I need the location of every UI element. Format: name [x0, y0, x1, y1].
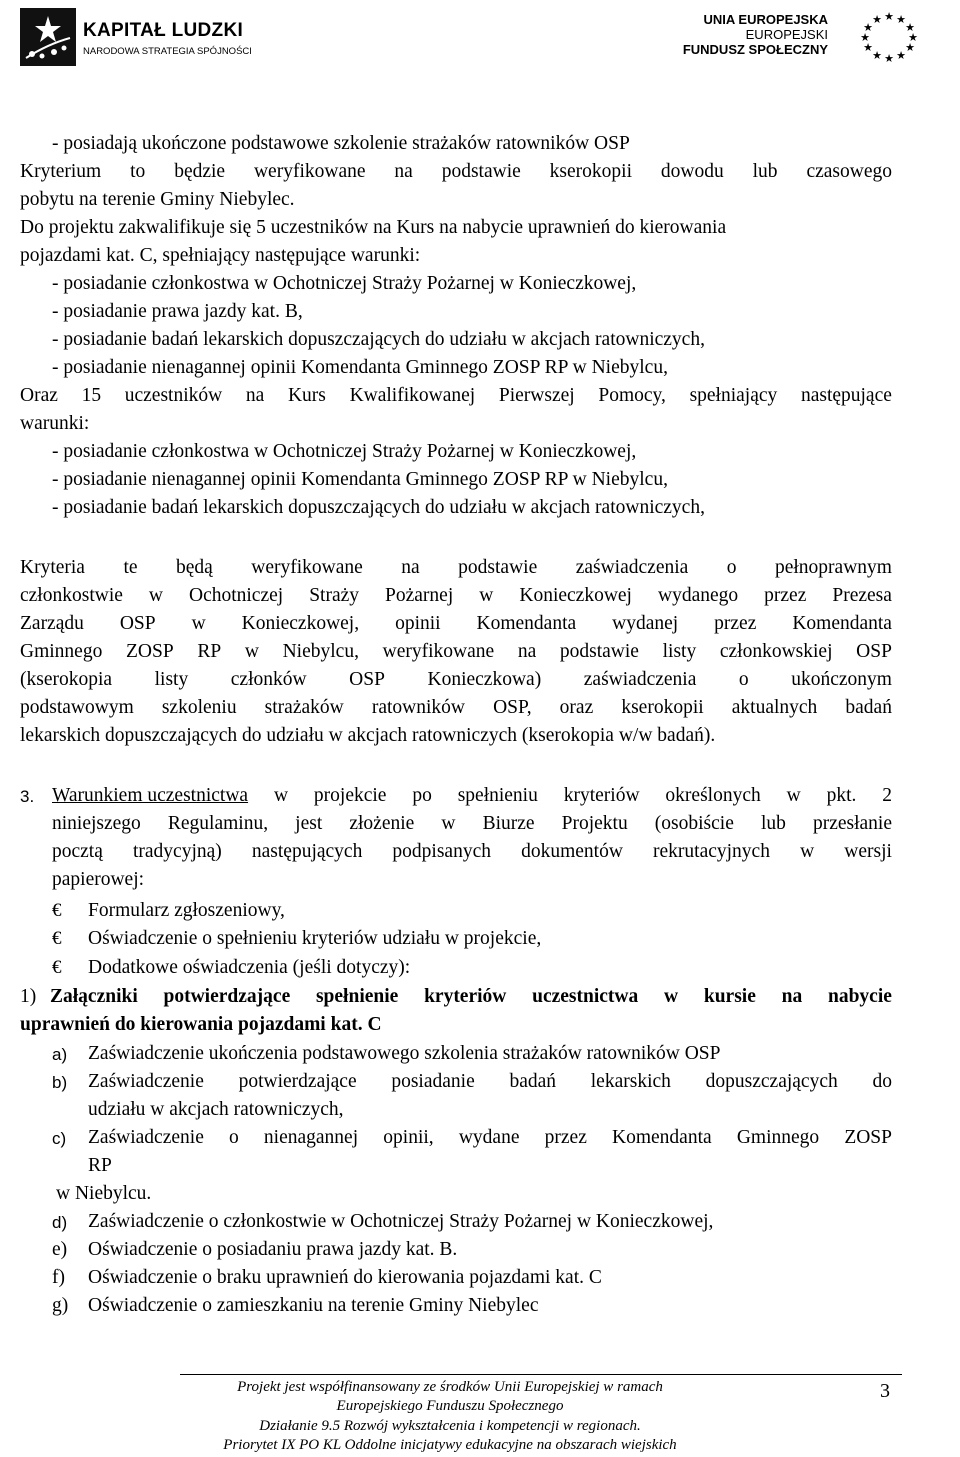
- word: w: [786, 785, 801, 806]
- word: kserokopii: [621, 697, 704, 718]
- word: projekcie: [313, 785, 387, 806]
- word: w: [664, 986, 679, 1007]
- word: weryfikowane: [251, 557, 363, 578]
- word: Pożarnej: [385, 585, 454, 606]
- word: w: [441, 813, 456, 834]
- eu-line2: EUROPEJSKI: [745, 27, 828, 42]
- word: wersji: [844, 841, 892, 862]
- word: przesłanie: [812, 813, 892, 834]
- word: podstawie: [441, 161, 521, 182]
- word: pełnoprawnym: [774, 557, 892, 578]
- word: ratowników: [371, 697, 465, 718]
- word: OSP: [119, 613, 156, 634]
- bullet-icon: €: [52, 928, 62, 949]
- word: o: [726, 557, 737, 578]
- word: Straży: [309, 585, 360, 606]
- eu-line1: UNIA EUROPEJSKA: [703, 12, 828, 27]
- word: Załączniki: [50, 986, 138, 1007]
- word: jest: [295, 813, 323, 834]
- word: zaświadczenia: [575, 557, 689, 578]
- word: ukończonym: [791, 669, 892, 690]
- word: Gminnego: [736, 1127, 820, 1148]
- word: na: [781, 986, 803, 1007]
- word: Pierwszej: [498, 385, 575, 406]
- word: Zaświadczenie: [88, 1127, 204, 1148]
- list-label: f): [52, 1267, 65, 1288]
- word: nienagannej: [263, 1127, 359, 1148]
- justified-line: [52, 841, 892, 863]
- word: Kwalifikowanej: [349, 385, 476, 406]
- text-line: - posiadanie prawa jazdy kat. B,: [52, 301, 303, 322]
- word: strażaków: [264, 697, 344, 718]
- word: Komendanta: [476, 613, 577, 634]
- bullet-item: Oświadczenie o spełnieniu kryteriów udziału w projekcie,: [88, 928, 542, 949]
- word: aktualnych: [731, 697, 818, 718]
- word: członkostwie: [20, 585, 123, 606]
- word: o: [738, 669, 749, 690]
- list-label: d): [52, 1213, 68, 1232]
- word: podstawie: [559, 641, 639, 662]
- text-line: pojazdami kat. C, spełniający następujące warunki:: [20, 245, 421, 266]
- footer-line: Działanie 9.5 Rozwój wykształcenia i kompetencji w regionach.: [259, 1418, 641, 1434]
- eu-logo: [682, 8, 940, 68]
- word: dopuszczających: [705, 1071, 838, 1092]
- word: lub: [760, 813, 786, 834]
- word: posiadanie: [391, 1071, 475, 1092]
- list-item: Oświadczenie o posiadaniu prawa jazdy kat. B.: [88, 1239, 458, 1260]
- word: określonych: [665, 785, 761, 806]
- word: do: [872, 1071, 892, 1092]
- svg-text:★: ★: [860, 31, 870, 44]
- word: to: [130, 161, 146, 182]
- text-line: uprawnień do kierowania pojazdami kat. C: [20, 1014, 382, 1035]
- word: listy: [662, 641, 697, 662]
- word: szkoleniu: [161, 697, 237, 718]
- word: członkowskiej: [719, 641, 833, 662]
- word: weryfikowane: [253, 161, 366, 182]
- word: Konieczkowej: [519, 585, 632, 606]
- underlined-phrase: Warunkiem uczestnictwa: [52, 785, 249, 806]
- bullet-item: Dodatkowe oświadczenia (jeśli dotyczy):: [88, 957, 411, 978]
- word: 2: [882, 785, 892, 806]
- text-line: udziału w akcjach ratowniczych,: [88, 1099, 344, 1120]
- word: czasowego: [806, 161, 892, 182]
- bullet-icon: €: [52, 957, 62, 978]
- kapital-ludzki-logo: [20, 8, 252, 68]
- word: Projektu: [561, 813, 628, 834]
- word: badań: [509, 1071, 557, 1092]
- justified-line: [20, 669, 892, 691]
- justified-line: [20, 697, 892, 719]
- word: nabycie: [827, 986, 892, 1007]
- justified-line: [50, 986, 892, 1008]
- word: w: [273, 785, 289, 806]
- list-label: g): [52, 1295, 69, 1316]
- justified-line: [20, 557, 892, 579]
- word: uczestników: [124, 385, 223, 406]
- text-line: Do projektu zakwalifikuje się 5 uczestników na Kurs na nabycie uprawnień do kierowania: [20, 217, 727, 238]
- word: będzie: [174, 161, 226, 182]
- word: Kurs: [287, 385, 326, 406]
- list-item: Zaświadczenie o członkostwie w Ochotniczej Straży Pożarnej w Konieczkowej,: [88, 1211, 714, 1232]
- word: Kryterium: [20, 161, 102, 182]
- word: spełnieniu: [457, 785, 538, 806]
- word: wydanego: [657, 585, 739, 606]
- word: w: [148, 585, 163, 606]
- word: pocztą: [52, 841, 103, 862]
- word: Oraz: [20, 385, 58, 406]
- kapital-ludzki-title: KAPITAŁ LUDZKI: [83, 20, 244, 41]
- list-item: Oświadczenie o braku uprawnień do kierowania pojazdami kat. C: [88, 1267, 602, 1288]
- bullet-item: Formularz zgłoszeniowy,: [88, 900, 285, 921]
- section-number: 3.: [20, 787, 35, 806]
- text-line: - posiadanie członkostwa w Ochotniczej Straży Pożarnej w Konieczkowej,: [52, 441, 637, 462]
- word: w: [191, 613, 206, 634]
- word: OSP,: [493, 697, 532, 718]
- eu-text: [683, 12, 828, 57]
- word: na: [394, 161, 413, 182]
- justified-line: [88, 1071, 892, 1093]
- word: podstawowym: [20, 697, 134, 718]
- word: Kryteria: [20, 557, 85, 578]
- svg-text:★: ★: [884, 52, 894, 65]
- text-line: - posiadanie nienagannej opinii Komendanta Gminnego ZOSP RP w Niebylcu,: [52, 357, 668, 378]
- justified-line: [52, 813, 892, 835]
- text-line: w Niebylcu.: [56, 1183, 152, 1204]
- word: OSP: [349, 669, 385, 690]
- justified-line: [20, 641, 892, 663]
- word: Zarządu: [20, 613, 84, 634]
- word: opinii: [395, 613, 441, 634]
- word: Komendanta: [792, 613, 892, 634]
- word: następujących: [251, 841, 363, 862]
- word: potwierdzające: [238, 1071, 357, 1092]
- word: w: [479, 585, 494, 606]
- word: rekrutacyjnych: [653, 841, 770, 862]
- text-line: - posiadanie badań lekarskich dopuszczających do udziału w akcjach ratowniczych,: [52, 329, 705, 350]
- eu-flag-icon: [844, 8, 934, 66]
- word: złożenie: [349, 813, 415, 834]
- svg-text:★: ★: [896, 49, 906, 62]
- bullet-icon: €: [52, 900, 62, 921]
- text-line: RP: [88, 1155, 112, 1176]
- list-item: Zaświadczenie ukończenia podstawowego szkolenia strażaków ratowników OSP: [88, 1043, 721, 1064]
- word: w: [244, 641, 259, 662]
- footer-line: Europejskiego Funduszu Społecznego: [336, 1398, 564, 1414]
- list-label: e): [52, 1239, 68, 1260]
- word: listy: [154, 669, 189, 690]
- svg-text:★: ★: [863, 21, 873, 34]
- list-label: a): [52, 1045, 68, 1064]
- word: OSP: [856, 641, 892, 662]
- word: RP: [197, 641, 222, 662]
- justified-line: [88, 1127, 892, 1149]
- word: (kserokopia: [20, 669, 113, 690]
- word: uczestnictwa: [532, 986, 639, 1007]
- word: wydanej: [612, 613, 679, 634]
- eu-line3: FUNDUSZ SPOŁECZNY: [682, 42, 828, 57]
- word: badań: [845, 697, 892, 718]
- word: będą: [175, 557, 213, 578]
- justified-line: [20, 613, 892, 635]
- word: kryteriów: [424, 986, 507, 1007]
- word: dowodu: [660, 161, 724, 182]
- justified-line: [20, 385, 892, 407]
- word: Biurze: [482, 813, 535, 834]
- svg-text:★: ★: [905, 41, 915, 54]
- page-number: 3: [880, 1380, 890, 1402]
- word: potwierdzające: [163, 986, 291, 1007]
- word: Komendanta: [612, 1127, 712, 1148]
- text-line: lekarskich dopuszczających do udziału w akcjach ratowniczych (kserokopia w/w badań).: [20, 725, 716, 746]
- word: (osobiście: [654, 813, 734, 834]
- text-line: - posiadanie nienagannej opinii Komendanta Gminnego ZOSP RP w Niebylcu,: [52, 469, 668, 490]
- text-line: - posiadanie członkostwa w Ochotniczej Straży Pożarnej w Konieczkowej,: [52, 273, 637, 294]
- word: niniejszego: [52, 813, 141, 834]
- word: na: [517, 641, 537, 662]
- footer-line: Priorytet IX PO KL Oddolne inicjatywy edukacyjne na obszarach wiejskich: [223, 1437, 677, 1453]
- word: Niebylcu,: [282, 641, 359, 662]
- word: przez: [714, 613, 757, 634]
- svg-text:★: ★: [884, 10, 894, 23]
- word: oraz: [559, 697, 594, 718]
- word: Konieczkowa): [427, 669, 542, 690]
- word: przez: [544, 1127, 587, 1148]
- svg-text:★: ★: [908, 31, 918, 44]
- word: w: [800, 841, 815, 862]
- section-3-line1: [52, 785, 892, 807]
- word: zaświadczenia: [583, 669, 697, 690]
- word: na: [245, 385, 265, 406]
- word: kursie: [703, 986, 756, 1007]
- word: podpisanych: [392, 841, 491, 862]
- svg-text:★: ★: [896, 13, 906, 26]
- word: Prezesa: [832, 585, 892, 606]
- word: dokumentów: [521, 841, 623, 862]
- word: 15: [81, 385, 102, 406]
- text-line: papierowej:: [52, 869, 145, 890]
- list-item: Oświadczenie o zamieszkaniu na terenie Gminy Niebylec: [88, 1295, 539, 1316]
- svg-text:★: ★: [905, 21, 915, 34]
- word: pkt.: [826, 785, 857, 806]
- kapital-ludzki-subtitle: NARODOWA STRATEGIA SPÓJNOŚCI: [83, 46, 252, 57]
- word: Zaświadczenie: [88, 1071, 204, 1092]
- word: Regulaminu,: [167, 813, 269, 834]
- word: Pomocy,: [598, 385, 666, 406]
- list-label: c): [52, 1129, 67, 1148]
- justified-line: [20, 585, 892, 607]
- word: lekarskich: [590, 1071, 671, 1092]
- svg-text:★: ★: [872, 49, 882, 62]
- word: członków: [230, 669, 307, 690]
- list-label: b): [52, 1073, 68, 1092]
- word: Ochotniczej: [188, 585, 284, 606]
- word: tradycyjną): [132, 841, 222, 862]
- word: lub: [752, 161, 778, 182]
- text-line: pobytu na terenie Gminy Niebylec.: [20, 189, 295, 210]
- text-line: - posiadanie badań lekarskich dopuszczających do udziału w akcjach ratowniczych,: [52, 497, 705, 518]
- svg-text:★: ★: [872, 13, 882, 26]
- word: weryfikowane: [382, 641, 495, 662]
- svg-text:★: ★: [863, 41, 873, 54]
- word: Konieczkowej,: [241, 613, 360, 634]
- word: spełniający: [689, 385, 778, 406]
- kapital-ludzki-emblem-icon: [20, 8, 76, 66]
- word: spełnienie: [315, 986, 399, 1007]
- word: kserokopii: [549, 161, 632, 182]
- footer-line: Projekt jest współfinansowany ze środków Unii Europejskiej w ramach: [237, 1379, 663, 1395]
- word: o: [229, 1127, 239, 1148]
- word: na: [401, 557, 420, 578]
- footer-divider: [180, 1374, 902, 1375]
- word: ZOSP: [125, 641, 174, 662]
- text-line: warunki:: [20, 413, 90, 434]
- word: te: [123, 557, 138, 578]
- word: podstawie: [458, 557, 538, 578]
- text-line: - posiadają ukończone podstawowe szkolenie strażaków ratowników OSP: [52, 133, 630, 154]
- word: kryteriów: [563, 785, 640, 806]
- word: ZOSP: [844, 1127, 892, 1148]
- justified-line: [20, 161, 892, 183]
- attachment-number: 1): [20, 986, 37, 1007]
- word: Gminnego: [20, 641, 103, 662]
- word: wydane: [458, 1127, 520, 1148]
- word: przez: [764, 585, 807, 606]
- word: po: [412, 785, 432, 806]
- word: opinii,: [383, 1127, 434, 1148]
- word: następujące: [800, 385, 892, 406]
